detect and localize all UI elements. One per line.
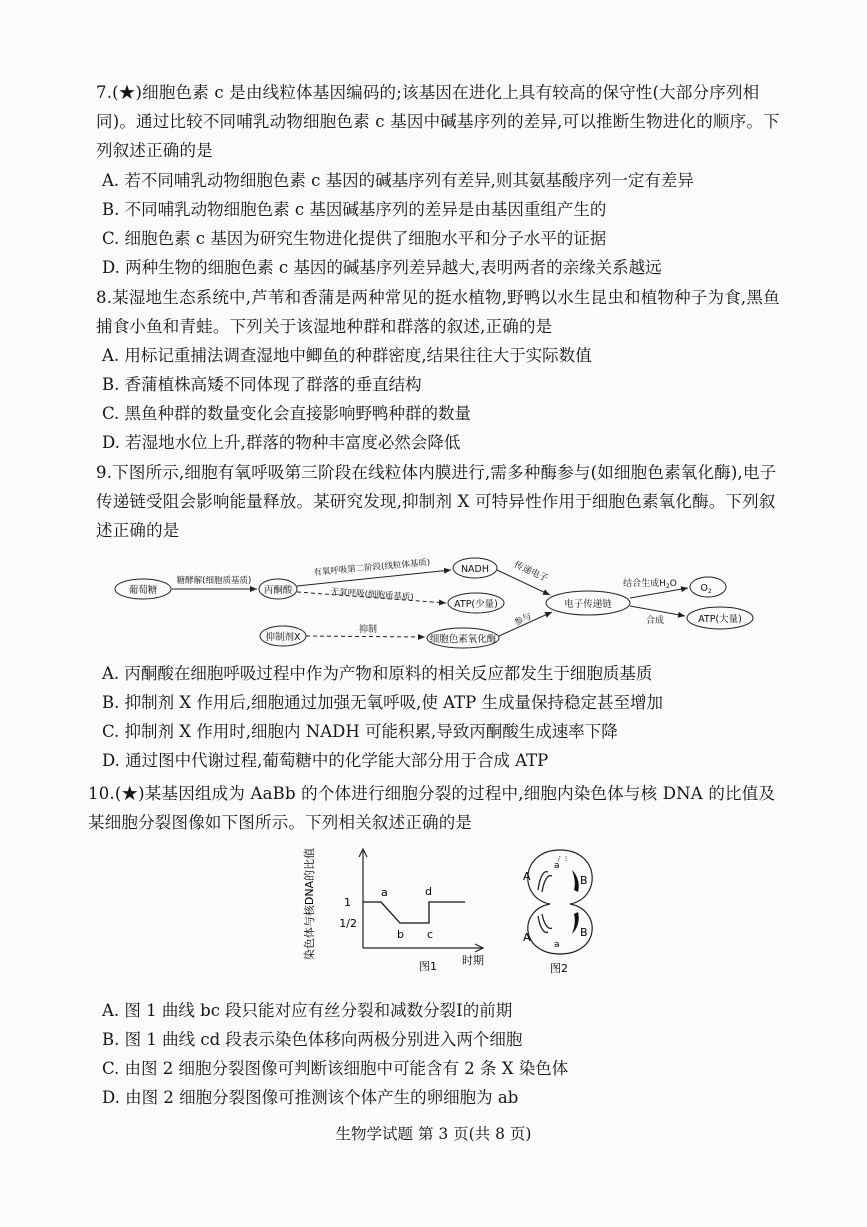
- fig2-allele-B-bottom: B: [580, 926, 588, 939]
- q8-option-a: A. 用标记重捕法调查湿地中鲫鱼的种群密度,结果往往大于实际数值: [102, 346, 592, 365]
- q10-option-c: C. 由图 2 细胞分裂图像可判断该细胞中可能含有 2 条 X 染色体: [102, 1059, 569, 1078]
- fig1-caption: 图1: [419, 960, 437, 973]
- q7-option-c: C. 细胞色素 c 基因为研究生物进化提供了细胞水平和分子水平的证据: [102, 229, 607, 248]
- q10-option-b: B. 图 1 曲线 cd 段表示染色体移向两极分别进入两个细胞: [102, 1030, 523, 1049]
- participate-label: 参与: [512, 611, 534, 629]
- aerobic-stage2-label: 有氧呼吸第二阶段(线粒体基质): [313, 557, 431, 579]
- oxygen-node: $O_2$: [700, 583, 712, 595]
- glucose-node: 葡萄糖: [128, 585, 158, 596]
- water-formation-label: 结合生成$H_2O$: [623, 579, 677, 590]
- inhibit-label: 抑制: [358, 625, 378, 635]
- fig1-point-a: a: [381, 886, 388, 899]
- q8-option-c: C. 黑鱼种群的数量变化会直接影响野鸭种群的数量: [102, 404, 472, 423]
- anaerobic-label: 无氧呼吸(细胞质基质): [330, 587, 414, 603]
- q10-option-d: D. 由图 2 细胞分裂图像可推测该个体产生的卵细胞为 ab: [102, 1088, 519, 1107]
- cytochrome-oxidase-node: 细胞色素氧化酶: [429, 634, 497, 645]
- q8-option-b: B. 香蒲植株高矮不同体现了群落的垂直结构: [102, 375, 422, 394]
- page-footer: 生物学试题 第 3 页(共 8 页): [335, 1125, 532, 1143]
- q9-option-a: A. 丙酮酸在细胞呼吸过程中作为产物和原料的相关反应都发生于细胞质基质: [102, 664, 653, 683]
- q10-option-a: A. 图 1 曲线 bc 段只能对应有丝分裂和减数分裂Ⅰ的前期: [102, 1001, 513, 1020]
- fig2-allele-a-bottom: a: [554, 940, 560, 950]
- fig2-allele-a-top: a: [554, 861, 560, 871]
- fig2-allele-A-bottom: A: [523, 931, 531, 944]
- q9-option-c: C. 抑制剂 X 作用时,细胞内 NADH 可能积累,导致丙酮酸生成速率下降: [102, 722, 618, 741]
- q7-stem: 7.(★)细胞色素 c 是由线粒体基因编码的;该基因在进化上具有较高的保守性(大部分序列相同)。通过比较不同哺乳动物细胞色素 c 基因中碱基序列的差异,可以推断生物进化的顺序。下列叙述正确的是: [96, 83, 780, 160]
- fig1-ratio-curve: [363, 902, 465, 923]
- fig1-point-d: d: [425, 885, 432, 898]
- pyruvate-node: 丙酮酸: [263, 585, 293, 596]
- q10-stem: 10.(★)某基因组成为 AaBb 的个体进行细胞分裂的过程中,细胞内染色体与核 DNA 的比值及某细胞分裂图像如下图所示。下列相关叙述正确的是: [88, 784, 776, 832]
- figure-2-cell-division: [508, 846, 612, 976]
- etc-node: 电子传递链: [564, 599, 612, 610]
- q9-option-d: D. 通过图中代谢过程,葡萄糖中的化学能大部分用于合成 ATP: [102, 751, 549, 770]
- electron-transfer-label: 传递电子: [512, 560, 550, 585]
- figure-1-ratio-chart: [305, 846, 505, 976]
- respiration-diagram: [110, 548, 760, 660]
- fig1-tick-1: 1: [344, 896, 351, 909]
- fig2-caption: 图2: [550, 962, 568, 975]
- q9-option-b: B. 抑制剂 X 作用后,细胞通过加强无氧呼吸,使 ATP 生成量保持稳定甚至增加: [102, 693, 663, 712]
- fig2-allele-A-top: A: [523, 870, 531, 883]
- fig1-tick-half: 1/2: [339, 917, 357, 930]
- q9-stem: 9.下图所示,细胞有氧呼吸第三阶段在线粒体内膜进行,需多种酶参与(如细胞色素氧化酶),电子传递链受阻会影响能量释放。某研究发现,抑制剂 X 可特异性作用于细胞色素氧化酶。下列叙述正确的是: [96, 463, 777, 540]
- fig1-y-axis-label: 染色体与核DNA的比值: [303, 847, 316, 961]
- atp-small-node: ATP(少量): [454, 599, 498, 610]
- q8-option-d: D. 若湿地水位上升,群落的物种丰富度必然会降低: [102, 433, 461, 452]
- q7-option-b: B. 不同哺乳动物细胞色素 c 基因碱基序列的差异是由基因重组产生的: [102, 200, 607, 219]
- synthesis-label: 合成: [645, 616, 665, 626]
- glycolysis-label: 糖酵解(细胞质基质): [176, 576, 252, 586]
- fig1-x-axis-label: 时期: [462, 954, 484, 967]
- inhibitor-x-node: 抑制剂X: [265, 632, 301, 643]
- atp-large-node: ATP(大量): [698, 614, 742, 625]
- q8-stem: 8.某湿地生态系统中,芦苇和香蒲是两种常见的挺水植物,野鸭以水生昆虫和植物种子为食,黑鱼捕食小鱼和青蛙。下列关于该湿地种群和群落的叙述,正确的是: [96, 288, 780, 336]
- fig2-allele-B-top: B: [580, 874, 588, 887]
- nadh-node: NADH: [460, 564, 490, 575]
- q7-option-a: A. 若不同哺乳动物细胞色素 c 基因的碱基序列有差异,则其氨基酸序列一定有差异: [102, 171, 694, 190]
- fig1-point-b: b: [397, 928, 404, 941]
- q7-option-d: D. 两种生物的细胞色素 c 基因的碱基序列差异越大,表明两者的亲缘关系越远: [102, 258, 662, 277]
- fig1-point-c: c: [427, 928, 434, 941]
